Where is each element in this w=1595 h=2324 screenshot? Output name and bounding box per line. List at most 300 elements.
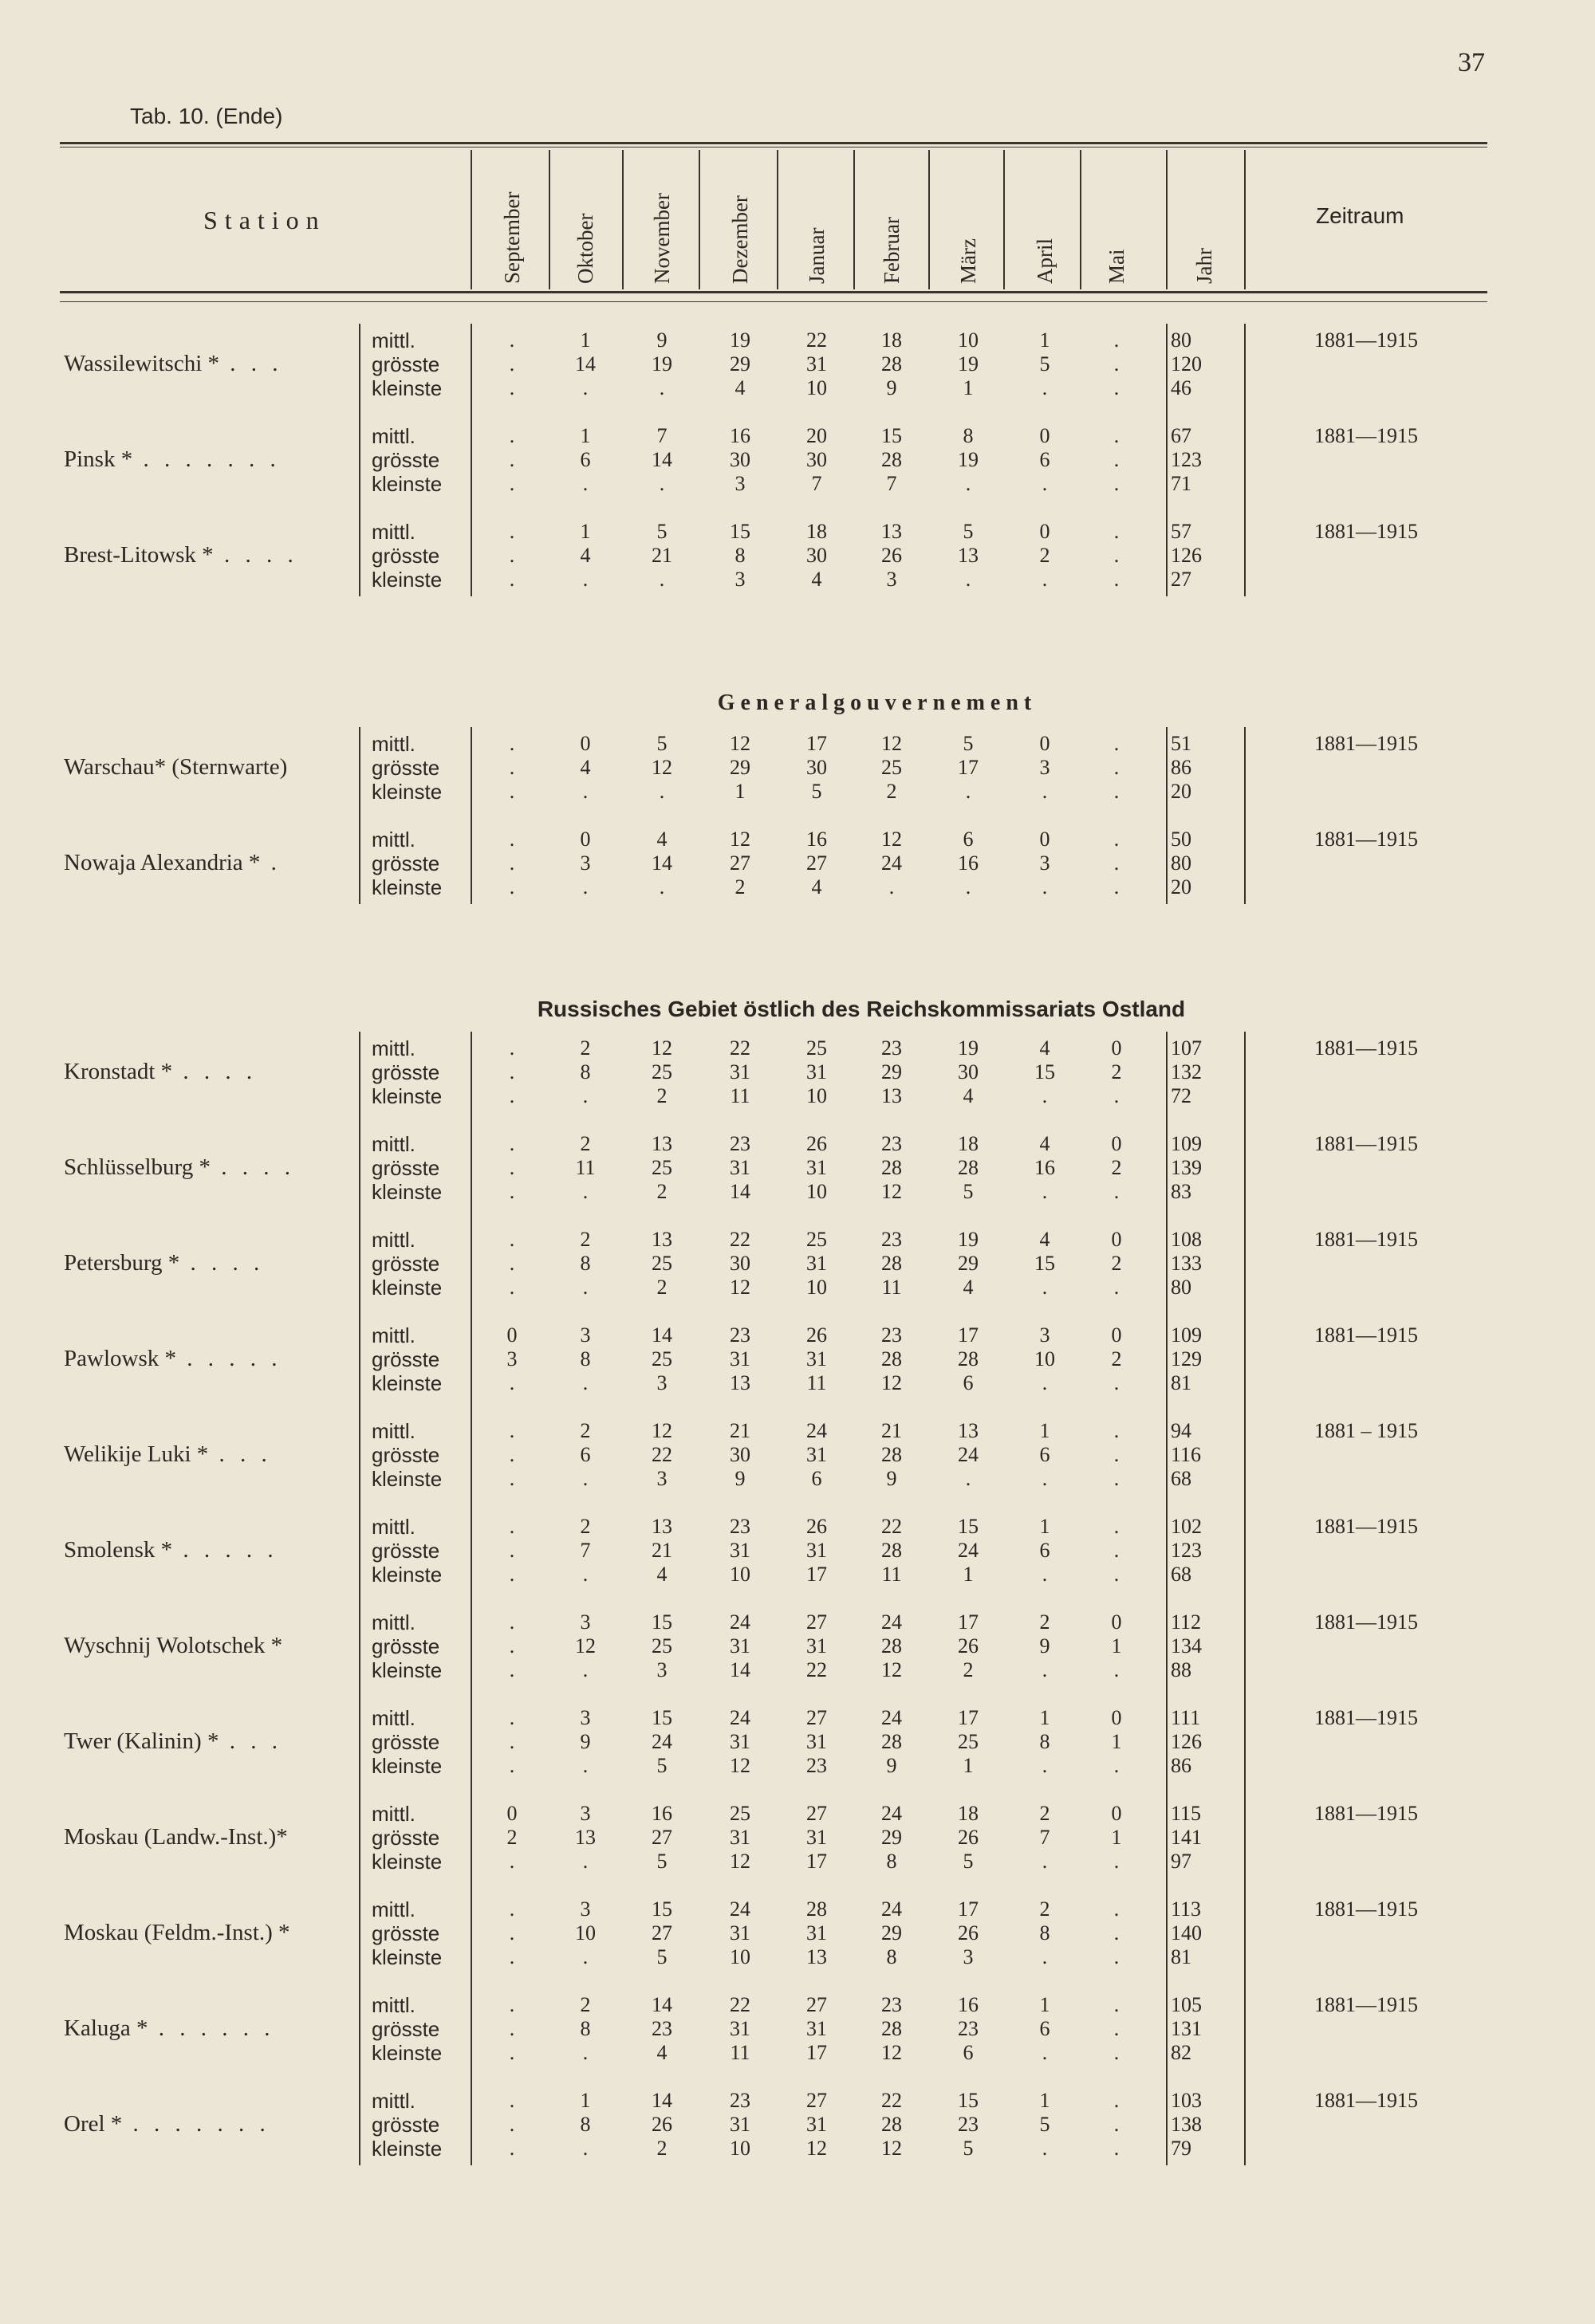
period-cell: 1881—1915 xyxy=(1314,328,1418,352)
stat-label: grösste xyxy=(372,1539,440,1563)
table-cell: . xyxy=(509,1921,515,1945)
stat-label: grösste xyxy=(372,448,440,472)
section-column-rule xyxy=(1244,1032,1246,2165)
table-cell: 2 xyxy=(656,1180,668,1203)
table-cell: 26 xyxy=(958,1634,979,1657)
table-cell: . xyxy=(965,472,971,495)
table-cell: 6 xyxy=(963,2041,974,2064)
stat-label: mittl. xyxy=(372,1993,415,2017)
table-cell: 25 xyxy=(958,1730,979,1753)
table-cell: 31 xyxy=(806,1347,827,1370)
table-cell: . xyxy=(582,1754,589,1777)
table-cell: . xyxy=(509,1658,515,1681)
table-cell: 17 xyxy=(958,1897,979,1921)
section-title: Russisches Gebiet östlich des Reichskommissariats Ostland xyxy=(537,997,1186,1021)
table-cell: 23 xyxy=(881,1993,902,2016)
table-cell: . xyxy=(509,1276,515,1299)
table-cell: 0 xyxy=(1039,520,1050,543)
table-cell: 1 xyxy=(1111,1730,1122,1753)
table-cell: 30 xyxy=(730,1443,750,1466)
table-cell: 15 xyxy=(958,2089,979,2112)
table-cell: 11 xyxy=(575,1156,596,1179)
jahr-cell: 68 xyxy=(1171,1563,1191,1586)
table-cell: 8 xyxy=(734,544,746,567)
jahr-cell: 108 xyxy=(1171,1228,1202,1251)
jahr-cell: 80 xyxy=(1171,328,1191,352)
stat-label: kleinste xyxy=(372,875,443,899)
period-cell: 1881—1915 xyxy=(1314,1610,1418,1634)
table-cell: . xyxy=(509,424,515,447)
table-cell: 6 xyxy=(580,1443,591,1466)
station-leader-dots: . . . . xyxy=(179,1250,265,1276)
station-name-text: Moskau (Landw.-Inst.)* xyxy=(64,1824,288,1850)
table-cell: . xyxy=(509,2041,515,2064)
table-cell: 10 xyxy=(1034,1347,1055,1370)
table-cell: 3 xyxy=(963,1945,974,1968)
station-leader-dots: . . . . . xyxy=(172,1537,278,1563)
table-cell: 23 xyxy=(730,1323,750,1347)
table-cell: 13 xyxy=(881,1084,902,1107)
table-cell: 31 xyxy=(806,1156,827,1179)
table-cell: 9 xyxy=(886,1467,897,1490)
table-cell: 0 xyxy=(1111,1323,1122,1347)
table-cell: 23 xyxy=(730,1515,750,1538)
stat-label: grösste xyxy=(372,1347,440,1371)
table-cell: 22 xyxy=(881,1515,902,1538)
table-cell: 2 xyxy=(1111,1060,1122,1083)
table-cell: . xyxy=(582,2137,589,2160)
table-cell: 25 xyxy=(652,1634,672,1657)
station-leader-dots: . xyxy=(260,850,282,875)
table-cell: 28 xyxy=(881,1347,902,1370)
stat-label: kleinste xyxy=(372,472,443,496)
table-cell: 15 xyxy=(1034,1060,1055,1083)
table-cell: 27 xyxy=(806,1610,827,1634)
jahr-cell: 82 xyxy=(1171,2041,1191,2064)
table-cell: 0 xyxy=(1111,1228,1122,1251)
station-name-text: Petersburg * xyxy=(64,1250,180,1276)
table-cell: 4 xyxy=(963,1084,974,1107)
table-cell: . xyxy=(582,472,589,495)
table-cell: 24 xyxy=(881,1610,902,1634)
table-cell: 2 xyxy=(1039,1802,1050,1825)
table-cell: 4 xyxy=(734,376,746,399)
table-cell: 15 xyxy=(958,1515,979,1538)
station-leader-dots: . . . . . xyxy=(175,1346,282,1371)
table-cell: . xyxy=(509,376,515,399)
table-cell: 27 xyxy=(806,1802,827,1825)
table-cell: . xyxy=(1113,1084,1120,1107)
table-cell: . xyxy=(1113,732,1120,755)
section-column-rule xyxy=(1166,727,1168,904)
table-cell: 8 xyxy=(886,1850,897,1873)
month-header-januar: Januar xyxy=(805,227,829,284)
header-column-rule xyxy=(928,150,930,289)
table-cell: 9 xyxy=(886,376,897,399)
table-cell: 27 xyxy=(806,1706,827,1729)
stat-label: mittl. xyxy=(372,828,415,851)
table-cell: 2 xyxy=(1111,1347,1122,1370)
table-cell: . xyxy=(509,828,515,851)
table-cell: . xyxy=(509,732,515,755)
table-cell: 16 xyxy=(1034,1156,1055,1179)
table-cell: 30 xyxy=(730,448,750,471)
section-title: Generalgouvernement xyxy=(717,690,1038,715)
station-leader-dots: . . . . xyxy=(210,1154,295,1180)
table-cell: 10 xyxy=(730,2137,750,2160)
table-cell: 23 xyxy=(958,2113,979,2136)
table-cell: . xyxy=(582,376,589,399)
table-cell: 5 xyxy=(656,1850,668,1873)
jahr-cell: 134 xyxy=(1171,1634,1202,1657)
table-cell: . xyxy=(582,568,589,591)
table-cell: 21 xyxy=(652,1539,672,1562)
table-cell: . xyxy=(1113,1276,1120,1299)
table-cell: 2 xyxy=(656,2137,668,2160)
station-name-text: Brest-Litowsk * xyxy=(64,542,214,568)
stat-label: kleinste xyxy=(372,376,443,400)
stat-label: grösste xyxy=(372,1730,440,1754)
table-cell: 5 xyxy=(656,1945,668,1968)
jahr-cell: 71 xyxy=(1171,472,1191,495)
jahr-cell: 80 xyxy=(1171,851,1191,875)
table-cell: 19 xyxy=(958,448,979,471)
table-cell: 22 xyxy=(806,328,827,352)
table-cell: 23 xyxy=(730,1132,750,1155)
table-cell: . xyxy=(1113,472,1120,495)
section-column-rule xyxy=(359,324,360,596)
table-cell: . xyxy=(509,448,515,471)
table-cell: . xyxy=(1113,328,1120,352)
table-cell: . xyxy=(582,1371,589,1394)
jahr-cell: 116 xyxy=(1171,1443,1202,1466)
month-header-mai: Mai xyxy=(1105,249,1128,284)
table-cell: . xyxy=(509,1371,515,1394)
table-cell: 6 xyxy=(580,448,591,471)
station-name-text: Warschau* (Sternwarte) xyxy=(64,754,288,780)
table-cell: 17 xyxy=(806,1563,827,1586)
table-cell: . xyxy=(1113,1371,1120,1394)
jahr-cell: 132 xyxy=(1171,1060,1202,1083)
period-cell: 1881—1915 xyxy=(1314,1515,1418,1538)
table-cell: . xyxy=(659,568,665,591)
stat-label: mittl. xyxy=(372,1132,415,1156)
table-cell: 13 xyxy=(652,1228,672,1251)
table-cell: 31 xyxy=(730,1347,750,1370)
month-header-februar: Februar xyxy=(880,217,904,284)
jahr-cell: 129 xyxy=(1171,1347,1202,1370)
table-cell: 28 xyxy=(958,1156,979,1179)
table-title: Tab. 10. (Ende) xyxy=(130,104,283,128)
stat-label: mittl. xyxy=(372,1706,415,1730)
table-cell: . xyxy=(582,875,589,899)
station-leader-dots: . . . xyxy=(219,1728,282,1754)
jahr-cell: 126 xyxy=(1171,1730,1202,1753)
table-cell: . xyxy=(509,851,515,875)
stat-label: grösste xyxy=(372,1156,440,1180)
table-cell: 24 xyxy=(652,1730,672,1753)
table-cell: 17 xyxy=(958,1610,979,1634)
table-cell: 0 xyxy=(1039,732,1050,755)
table-cell: 12 xyxy=(881,1658,902,1681)
jahr-cell: 109 xyxy=(1171,1132,1202,1155)
station-name-text: Wassilewitschi * xyxy=(64,351,219,376)
jahr-cell: 139 xyxy=(1171,1156,1202,1179)
table-cell: 25 xyxy=(652,1347,672,1370)
table-cell: 3 xyxy=(580,1897,591,1921)
station-name xyxy=(64,850,282,876)
table-cell: . xyxy=(1042,376,1048,399)
table-cell: . xyxy=(509,2137,515,2160)
table-cell: 5 xyxy=(963,2137,974,2160)
table-cell: 9 xyxy=(656,328,668,352)
table-cell: 30 xyxy=(730,1252,750,1275)
jahr-cell: 120 xyxy=(1171,352,1202,376)
period-cell: 1881 – 1915 xyxy=(1314,1419,1418,1442)
table-cell: 0 xyxy=(506,1802,518,1825)
table-cell: . xyxy=(1113,376,1120,399)
table-cell: . xyxy=(509,875,515,899)
table-cell: 29 xyxy=(881,1826,902,1849)
period-cell: 1881—1915 xyxy=(1314,1993,1418,2016)
table-cell: . xyxy=(1042,1754,1048,1777)
table-cell: 12 xyxy=(730,732,750,755)
station-name-text: Smolensk * xyxy=(64,1537,173,1563)
period-cell: 1881—1915 xyxy=(1314,1132,1418,1155)
table-cell: 1 xyxy=(963,376,974,399)
table-cell: 23 xyxy=(881,1036,902,1060)
table-cell: 1 xyxy=(580,424,591,447)
table-cell: 11 xyxy=(730,1084,750,1107)
table-cell: . xyxy=(1042,472,1048,495)
table-cell: 31 xyxy=(806,1443,827,1466)
table-cell: 12 xyxy=(881,2041,902,2064)
station-name-text: Pawlowsk * xyxy=(64,1346,176,1371)
jahr-cell: 67 xyxy=(1171,424,1191,447)
stat-label: grösste xyxy=(372,1634,440,1658)
table-cell: . xyxy=(1113,1467,1120,1490)
table-cell: 0 xyxy=(1111,1706,1122,1729)
stat-label: kleinste xyxy=(372,568,443,592)
table-cell: 3 xyxy=(734,472,746,495)
table-cell: 8 xyxy=(580,2113,591,2136)
table-cell: 28 xyxy=(881,1730,902,1753)
header-column-rule xyxy=(1003,150,1005,289)
table-cell: . xyxy=(1113,756,1120,779)
table-cell: 11 xyxy=(730,2041,750,2064)
table-cell: 0 xyxy=(1039,828,1050,851)
table-cell: . xyxy=(509,1850,515,1873)
table-cell: 8 xyxy=(1039,1921,1050,1945)
station-name xyxy=(64,446,281,473)
table-cell: 3 xyxy=(886,568,897,591)
table-cell: 12 xyxy=(730,1754,750,1777)
table-cell: 12 xyxy=(730,828,750,851)
table-cell: 6 xyxy=(1039,448,1050,471)
table-cell: . xyxy=(509,1443,515,1466)
stat-label: kleinste xyxy=(372,2041,443,2065)
jahr-cell: 107 xyxy=(1171,1036,1202,1060)
table-cell: 31 xyxy=(806,1634,827,1657)
stat-label: mittl. xyxy=(372,1419,415,1443)
table-cell: . xyxy=(1113,2089,1120,2112)
table-cell: 5 xyxy=(656,732,668,755)
month-header-märz: März xyxy=(956,238,980,284)
table-cell: . xyxy=(509,1467,515,1490)
stat-label: kleinste xyxy=(372,1754,443,1778)
table-cell: 1 xyxy=(1039,1993,1050,2016)
table-cell: 6 xyxy=(963,1371,974,1394)
table-cell: 10 xyxy=(806,1180,827,1203)
table-cell: 14 xyxy=(652,851,672,875)
table-cell: 13 xyxy=(806,1945,827,1968)
table-cell: 23 xyxy=(958,2017,979,2040)
section-column-rule xyxy=(1166,324,1168,596)
jahr-cell: 83 xyxy=(1171,1180,1191,1203)
table-cell: . xyxy=(1113,1897,1120,1921)
station-name xyxy=(64,1824,288,1850)
table-cell: 27 xyxy=(806,851,827,875)
table-cell: 25 xyxy=(806,1228,827,1251)
table-cell: 31 xyxy=(806,1539,827,1562)
table-cell: 1 xyxy=(1111,1634,1122,1657)
table-cell: 4 xyxy=(811,568,822,591)
table-cell: 2 xyxy=(1111,1156,1122,1179)
table-cell: 0 xyxy=(1111,1802,1122,1825)
table-cell: . xyxy=(1113,1515,1120,1538)
table-cell: 10 xyxy=(806,376,827,399)
station-name xyxy=(64,1441,272,1468)
table-cell: 15 xyxy=(730,520,750,543)
stat-label: mittl. xyxy=(372,520,415,544)
table-cell: 28 xyxy=(881,1634,902,1657)
period-cell: 1881—1915 xyxy=(1314,520,1418,543)
table-cell: 12 xyxy=(730,1850,750,1873)
table-cell: 3 xyxy=(580,851,591,875)
table-cell: 24 xyxy=(730,1610,750,1634)
table-cell: 7 xyxy=(811,472,822,495)
table-cell: 12 xyxy=(652,1419,672,1442)
table-cell: . xyxy=(1113,1443,1120,1466)
table-cell: 2 xyxy=(963,1658,974,1681)
table-cell: 15 xyxy=(881,424,902,447)
table-cell: 3 xyxy=(580,1323,591,1347)
table-cell: 7 xyxy=(1039,1826,1050,1849)
table-cell: 13 xyxy=(652,1515,672,1538)
period-cell: 1881—1915 xyxy=(1314,424,1418,447)
stat-label: mittl. xyxy=(372,1515,415,1539)
jahr-cell: 138 xyxy=(1171,2113,1202,2136)
table-cell: 16 xyxy=(958,851,979,875)
table-cell: 27 xyxy=(652,1921,672,1945)
table-cell: 1 xyxy=(580,2089,591,2112)
table-cell: 4 xyxy=(656,828,668,851)
jahr-cell: 50 xyxy=(1171,828,1191,851)
table-cell: 28 xyxy=(881,2017,902,2040)
table-cell: 31 xyxy=(730,1634,750,1657)
station-name-text: Nowaja Alexandria * xyxy=(64,850,261,875)
stat-label: kleinste xyxy=(372,2137,443,2161)
table-cell: . xyxy=(1042,1180,1048,1203)
table-cell: . xyxy=(1113,568,1120,591)
table-cell: 13 xyxy=(730,1371,750,1394)
section-column-rule xyxy=(1244,324,1246,596)
table-cell: 1 xyxy=(1039,2089,1050,2112)
table-cell: . xyxy=(1113,544,1120,567)
table-cell: 3 xyxy=(580,1610,591,1634)
table-cell: 11 xyxy=(881,1563,902,1586)
table-cell: 17 xyxy=(958,1323,979,1347)
table-cell: 1 xyxy=(580,328,591,352)
table-cell: 31 xyxy=(806,1252,827,1275)
table-cell: 4 xyxy=(1039,1132,1050,1155)
table-cell: . xyxy=(1042,1371,1048,1394)
section-column-rule xyxy=(471,1032,472,2165)
table-cell: . xyxy=(1113,851,1120,875)
station-name xyxy=(64,2015,275,2042)
table-cell: 3 xyxy=(580,1802,591,1825)
table-cell: 2 xyxy=(1039,1610,1050,1634)
table-cell: . xyxy=(1113,780,1120,803)
table-cell: 4 xyxy=(580,544,591,567)
period-cell: 1881—1915 xyxy=(1314,732,1418,755)
table-cell: . xyxy=(1042,875,1048,899)
table-cell: 15 xyxy=(652,1897,672,1921)
jahr-cell: 68 xyxy=(1171,1467,1191,1490)
period-cell: 1881—1915 xyxy=(1314,1036,1418,1060)
table-cell: . xyxy=(509,352,515,376)
table-cell: . xyxy=(1113,828,1120,851)
jahr-cell: 109 xyxy=(1171,1323,1202,1347)
table-cell: 12 xyxy=(881,828,902,851)
table-cell: 31 xyxy=(806,1826,827,1849)
table-cell: 12 xyxy=(730,1276,750,1299)
table-cell: 3 xyxy=(580,1706,591,1729)
table-cell: 29 xyxy=(958,1252,979,1275)
table-cell: 18 xyxy=(881,328,902,352)
table-cell: . xyxy=(509,756,515,779)
table-cell: 4 xyxy=(656,2041,668,2064)
stat-label: mittl. xyxy=(372,1610,415,1634)
table-cell: . xyxy=(509,1515,515,1538)
station-name-text: Kaluga * xyxy=(64,2015,148,2041)
table-cell: 23 xyxy=(881,1323,902,1347)
table-cell: 4 xyxy=(656,1563,668,1586)
table-cell: 28 xyxy=(881,2113,902,2136)
table-cell: 30 xyxy=(806,448,827,471)
table-cell: 25 xyxy=(652,1060,672,1083)
table-cell: 4 xyxy=(1039,1036,1050,1060)
station-leader-dots: . . . . xyxy=(172,1059,258,1084)
jahr-cell: 80 xyxy=(1171,1276,1191,1299)
jahr-cell: 131 xyxy=(1171,2017,1202,2040)
stat-label: mittl. xyxy=(372,1897,415,1921)
table-cell: 5 xyxy=(963,1180,974,1203)
stat-label: mittl. xyxy=(372,2089,415,2113)
table-cell: 14 xyxy=(652,1323,672,1347)
table-cell: . xyxy=(509,520,515,543)
section-column-rule xyxy=(471,727,472,904)
station-name-text: Twer (Kalinin) * xyxy=(64,1728,219,1754)
table-cell: . xyxy=(509,780,515,803)
table-cell: 22 xyxy=(652,1443,672,1466)
stat-label: kleinste xyxy=(372,1371,443,1395)
table-cell: 19 xyxy=(958,1036,979,1060)
table-cell: 24 xyxy=(881,851,902,875)
table-cell: 7 xyxy=(580,1539,591,1562)
stat-label: kleinste xyxy=(372,1850,443,1874)
table-cell: 2 xyxy=(580,1993,591,2016)
